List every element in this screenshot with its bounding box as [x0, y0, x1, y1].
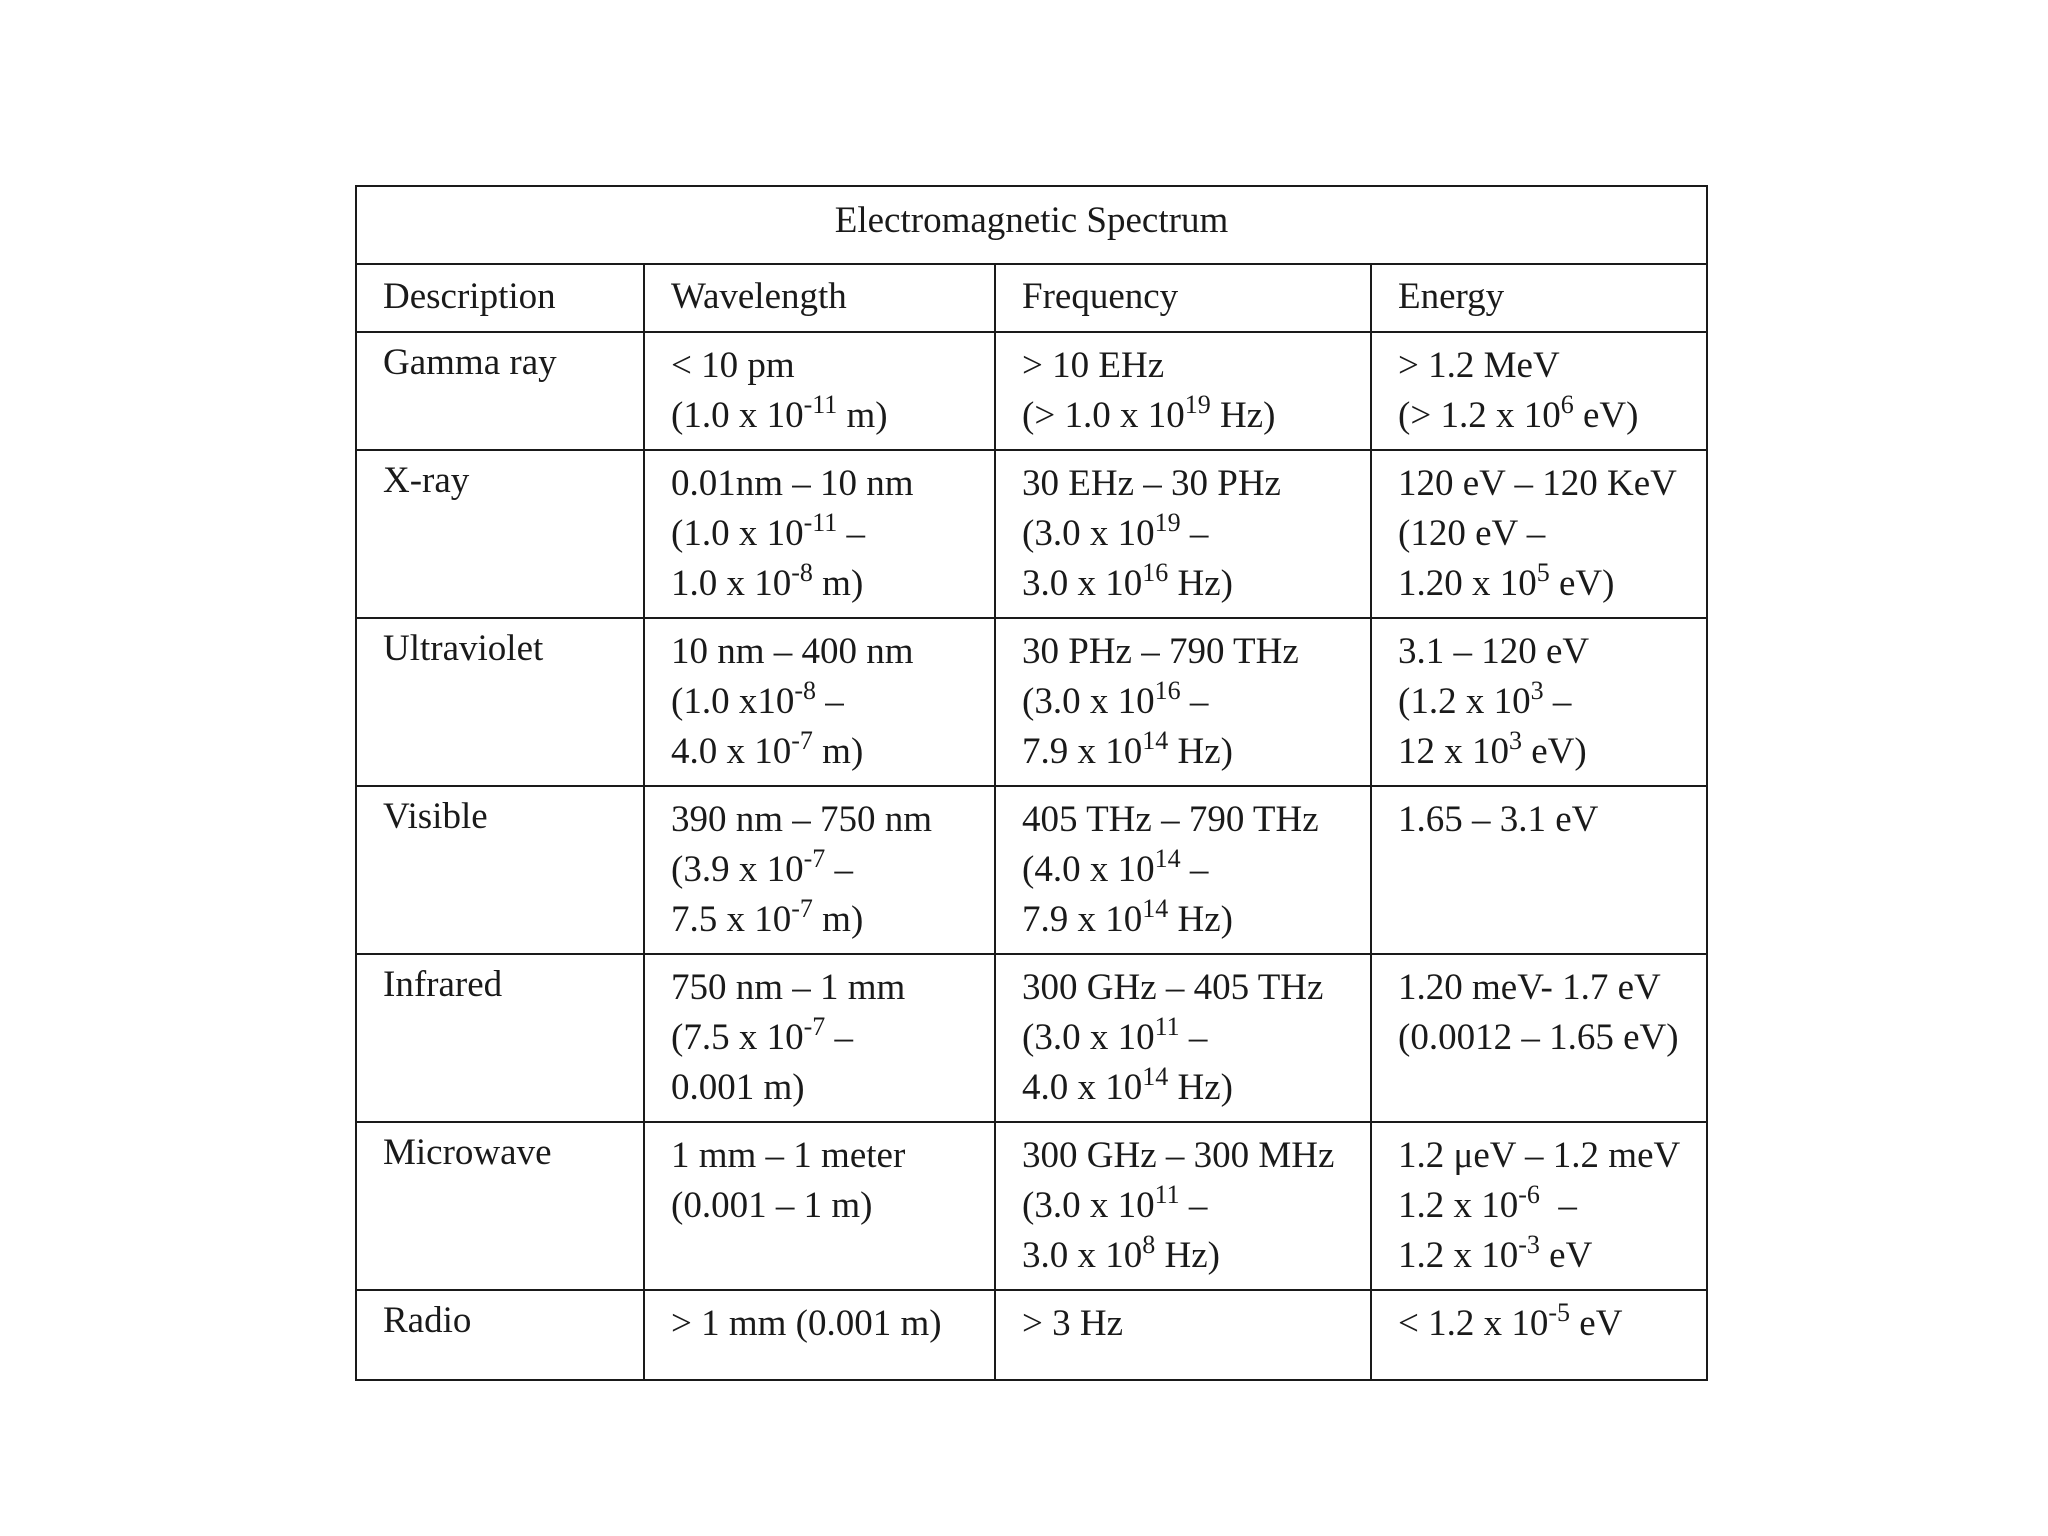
wavelength-line [671, 795, 988, 845]
frequency-line [1022, 895, 1364, 945]
frequency-line [1022, 1013, 1364, 1063]
cell-energy [1371, 618, 1707, 786]
cell-description [356, 450, 644, 618]
line-text: 3.1 – 120 eV [1398, 631, 1590, 672]
line-text: 3.0 x 10 [1022, 1235, 1143, 1276]
cell-description [356, 332, 644, 450]
table-title: Electromagnetic Spectrum [356, 186, 1707, 264]
line-text-after: eV) [1573, 395, 1639, 436]
header-label: Energy [1398, 276, 1505, 317]
energy-content [1372, 795, 1706, 845]
line-text-after: Hz) [1168, 899, 1233, 940]
energy-content [1372, 1299, 1706, 1349]
frequency-content [996, 795, 1370, 945]
description-text: X-ray [383, 460, 470, 501]
exponent: 5 [1536, 558, 1550, 587]
exponent: 3 [1530, 676, 1544, 705]
frequency-content [996, 459, 1370, 609]
line-text: (3.9 x 10 [671, 849, 804, 890]
wavelength-line [671, 1299, 988, 1349]
wavelength-content [645, 627, 994, 777]
energy-line [1398, 1131, 1700, 1181]
exponent: 16 [1142, 558, 1169, 587]
line-text: (1.0 x 10 [671, 395, 804, 436]
cell-frequency [995, 450, 1371, 618]
cell-wavelength [644, 450, 995, 618]
line-text: 390 nm – 750 nm [671, 799, 933, 840]
wavelength-content [645, 963, 994, 1113]
title-row [356, 186, 1707, 264]
line-text-after: – [1180, 849, 1209, 890]
cell-description [356, 1122, 644, 1290]
line-text: 1.65 – 3.1 eV [1398, 799, 1599, 840]
line-text: 1.2 μeV – 1.2 meV [1398, 1135, 1681, 1176]
cell-energy [1371, 1290, 1707, 1380]
line-text: 300 GHz – 300 MHz [1022, 1135, 1335, 1176]
wavelength-line [671, 627, 988, 677]
spectrum-table [355, 185, 1708, 1381]
frequency-line [1022, 1181, 1364, 1231]
wavelength-line [671, 963, 988, 1013]
line-text: > 3 Hz [1022, 1303, 1124, 1344]
line-text: (120 eV – [1398, 513, 1546, 554]
wavelength-content [645, 1131, 994, 1231]
line-text: 12 x 10 [1398, 731, 1509, 772]
exponent: -3 [1518, 1230, 1540, 1259]
frequency-line [1022, 509, 1364, 559]
line-text: 405 THz – 790 THz [1022, 799, 1319, 840]
table-row [356, 954, 1707, 1122]
frequency-line [1022, 559, 1364, 609]
exponent: -7 [803, 1012, 826, 1041]
line-text: 750 nm – 1 mm [671, 967, 906, 1008]
exponent: 6 [1560, 390, 1574, 419]
wavelength-line [671, 559, 988, 609]
line-text-after: m) [812, 563, 864, 604]
exponent: -11 [803, 390, 838, 419]
description-text: Visible [383, 796, 488, 837]
line-text-after: – [837, 513, 866, 554]
energy-line [1398, 1181, 1700, 1231]
energy-line [1398, 963, 1700, 1013]
line-text: > 1 mm (0.001 m) [671, 1303, 942, 1344]
frequency-line [1022, 1131, 1364, 1181]
frequency-line [1022, 459, 1364, 509]
line-text-after: Hz) [1155, 1235, 1220, 1276]
table-row [356, 618, 1707, 786]
description-text: Infrared [383, 964, 503, 1005]
exponent: 11 [1154, 1012, 1180, 1041]
description-text: Microwave [383, 1132, 552, 1173]
exponent: -8 [791, 558, 813, 587]
table-body [356, 186, 1707, 1380]
line-text: (1.2 x 10 [1398, 681, 1531, 722]
exponent: -7 [803, 844, 826, 873]
energy-line [1398, 1299, 1700, 1349]
cell-description [356, 954, 644, 1122]
table-row [356, 786, 1707, 954]
line-text: (4.0 x 10 [1022, 849, 1155, 890]
line-text: 7.9 x 10 [1022, 899, 1143, 940]
energy-line [1398, 1231, 1700, 1281]
line-text-after: m) [812, 899, 864, 940]
exponent: 3 [1509, 726, 1522, 755]
energy-line [1398, 509, 1700, 559]
table-row [356, 450, 1707, 618]
wavelength-line [671, 677, 988, 727]
cell-energy [1371, 450, 1707, 618]
wavelength-line [671, 1013, 988, 1063]
wavelength-line [671, 391, 988, 441]
line-text: 1.20 x 10 [1398, 563, 1537, 604]
header-label: Frequency [1022, 276, 1179, 317]
frequency-line [1022, 677, 1364, 727]
line-text: 0.01nm – 10 nm [671, 463, 914, 504]
line-text: (> 1.2 x 10 [1398, 395, 1561, 436]
line-text-after: – [825, 849, 853, 890]
line-text-after: Hz) [1168, 563, 1233, 604]
frequency-content [996, 1131, 1370, 1281]
wavelength-content [645, 459, 994, 609]
line-text: (3.0 x 10 [1022, 1185, 1155, 1226]
header-frequency [995, 264, 1371, 332]
cell-frequency [995, 1290, 1371, 1380]
line-text: 1 mm – 1 meter [671, 1135, 906, 1176]
frequency-line [1022, 391, 1364, 441]
line-text: 1.2 x 10 [1398, 1235, 1519, 1276]
line-text-after: eV) [1522, 731, 1587, 772]
cell-energy [1371, 786, 1707, 954]
cell-frequency [995, 1122, 1371, 1290]
line-text: (7.5 x 10 [671, 1017, 804, 1058]
wavelength-line [671, 509, 988, 559]
cell-wavelength [644, 1122, 995, 1290]
line-text-after: – [1180, 513, 1209, 554]
frequency-line [1022, 1063, 1364, 1113]
energy-line [1398, 341, 1700, 391]
line-text-after: – [1179, 1017, 1208, 1058]
header-row [356, 264, 1707, 332]
line-text: 30 EHz – 30 PHz [1022, 463, 1281, 504]
line-text: 1.2 x 10 [1398, 1185, 1519, 1226]
cell-wavelength [644, 332, 995, 450]
exponent: 14 [1142, 1062, 1169, 1091]
wavelength-line [671, 895, 988, 945]
energy-content [1372, 341, 1706, 441]
frequency-line [1022, 845, 1364, 895]
line-text: > 1.2 MeV [1398, 345, 1560, 386]
line-text-after: – [1539, 1185, 1577, 1226]
line-text-after: – [1179, 1185, 1208, 1226]
table-row [356, 1122, 1707, 1290]
energy-line [1398, 795, 1700, 845]
energy-line [1398, 677, 1700, 727]
exponent: 8 [1142, 1230, 1156, 1259]
frequency-line [1022, 727, 1364, 777]
line-text: 10 nm – 400 nm [671, 631, 914, 672]
exponent: 19 [1154, 508, 1181, 537]
cell-frequency [995, 954, 1371, 1122]
line-text: 0.001 m) [671, 1067, 805, 1108]
wavelength-line [671, 1131, 988, 1181]
energy-content [1372, 627, 1706, 777]
description-text: Gamma ray [383, 342, 557, 383]
energy-content [1372, 1131, 1706, 1281]
table-row [356, 332, 1707, 450]
energy-content [1372, 459, 1706, 609]
wavelength-line [671, 727, 988, 777]
header-wavelength [644, 264, 995, 332]
energy-line [1398, 1013, 1700, 1063]
line-text-after: eV [1539, 1235, 1593, 1276]
cell-wavelength [644, 954, 995, 1122]
energy-line [1398, 459, 1700, 509]
line-text: (0.0012 – 1.65 eV) [1398, 1017, 1679, 1058]
line-text-after: Hz) [1168, 1067, 1233, 1108]
frequency-line [1022, 963, 1364, 1013]
line-text: 120 eV – 120 KeV [1398, 463, 1677, 504]
cell-frequency [995, 618, 1371, 786]
line-text-after: – [825, 1017, 853, 1058]
cell-description [356, 1290, 644, 1380]
wavelength-line [671, 459, 988, 509]
line-text-after: m) [837, 395, 888, 436]
line-text: 300 GHz – 405 THz [1022, 967, 1324, 1008]
exponent: 14 [1142, 894, 1169, 923]
wavelength-line [671, 1063, 988, 1113]
frequency-line [1022, 1299, 1364, 1349]
header-label: Description [383, 276, 556, 317]
header-description [356, 264, 644, 332]
frequency-line [1022, 795, 1364, 845]
line-text: (1.0 x 10 [671, 513, 804, 554]
exponent: -8 [794, 676, 816, 705]
exponent: -5 [1548, 1298, 1571, 1327]
line-text-after: m) [812, 731, 864, 772]
wavelength-line [671, 341, 988, 391]
cell-energy [1371, 954, 1707, 1122]
description-text: Radio [383, 1300, 472, 1341]
line-text: < 10 pm [671, 345, 795, 386]
energy-line [1398, 559, 1700, 609]
line-text: > 10 EHz [1022, 345, 1165, 386]
cell-frequency [995, 786, 1371, 954]
line-text: 4.0 x 10 [1022, 1067, 1143, 1108]
cell-frequency [995, 332, 1371, 450]
exponent: 14 [1142, 726, 1169, 755]
line-text: (0.001 – 1 m) [671, 1185, 873, 1226]
line-text: 7.5 x 10 [671, 899, 792, 940]
line-text: 4.0 x 10 [671, 731, 792, 772]
energy-line [1398, 727, 1700, 777]
line-text: (3.0 x 10 [1022, 1017, 1155, 1058]
line-text: (3.0 x 10 [1022, 681, 1155, 722]
cell-wavelength [644, 1290, 995, 1380]
exponent: 14 [1154, 844, 1181, 873]
exponent: 11 [1154, 1180, 1180, 1209]
table-row [356, 1290, 1707, 1380]
line-text: (3.0 x 10 [1022, 513, 1155, 554]
exponent: 19 [1184, 390, 1211, 419]
wavelength-content [645, 795, 994, 945]
line-text: 3.0 x 10 [1022, 563, 1143, 604]
line-text: 7.9 x 10 [1022, 731, 1143, 772]
exponent: -11 [803, 508, 838, 537]
line-text: 30 PHz – 790 THz [1022, 631, 1299, 672]
line-text: 1.20 meV- 1.7 eV [1398, 967, 1661, 1008]
frequency-content [996, 1299, 1370, 1349]
line-text: (1.0 x10 [671, 681, 795, 722]
frequency-content [996, 341, 1370, 441]
wavelength-line [671, 1181, 988, 1231]
header-energy [1371, 264, 1707, 332]
energy-line [1398, 627, 1700, 677]
cell-wavelength [644, 618, 995, 786]
line-text-after: Hz) [1168, 731, 1233, 772]
cell-description [356, 786, 644, 954]
wavelength-line [671, 845, 988, 895]
exponent: -7 [791, 894, 813, 923]
cell-energy [1371, 332, 1707, 450]
frequency-content [996, 963, 1370, 1113]
line-text: 1.0 x 10 [671, 563, 792, 604]
frequency-content [996, 627, 1370, 777]
line-text: (> 1.0 x 10 [1022, 395, 1185, 436]
line-text-after: – [816, 681, 844, 722]
exponent: -7 [791, 726, 813, 755]
line-text-after: eV [1570, 1303, 1623, 1344]
frequency-line [1022, 1231, 1364, 1281]
cell-description [356, 618, 644, 786]
line-text: < 1.2 x 10 [1398, 1303, 1549, 1344]
description-text: Ultraviolet [383, 628, 544, 669]
wavelength-content [645, 1299, 994, 1349]
line-text-after: – [1543, 681, 1572, 722]
exponent: -6 [1518, 1180, 1540, 1209]
frequency-line [1022, 627, 1364, 677]
frequency-line [1022, 341, 1364, 391]
line-text-after: eV) [1549, 563, 1615, 604]
cell-energy [1371, 1122, 1707, 1290]
exponent: 16 [1154, 676, 1181, 705]
line-text-after: Hz) [1210, 395, 1276, 436]
energy-line [1398, 391, 1700, 441]
line-text-after: – [1180, 681, 1209, 722]
header-label: Wavelength [671, 276, 847, 317]
cell-wavelength [644, 786, 995, 954]
wavelength-content [645, 341, 994, 441]
energy-content [1372, 963, 1706, 1063]
